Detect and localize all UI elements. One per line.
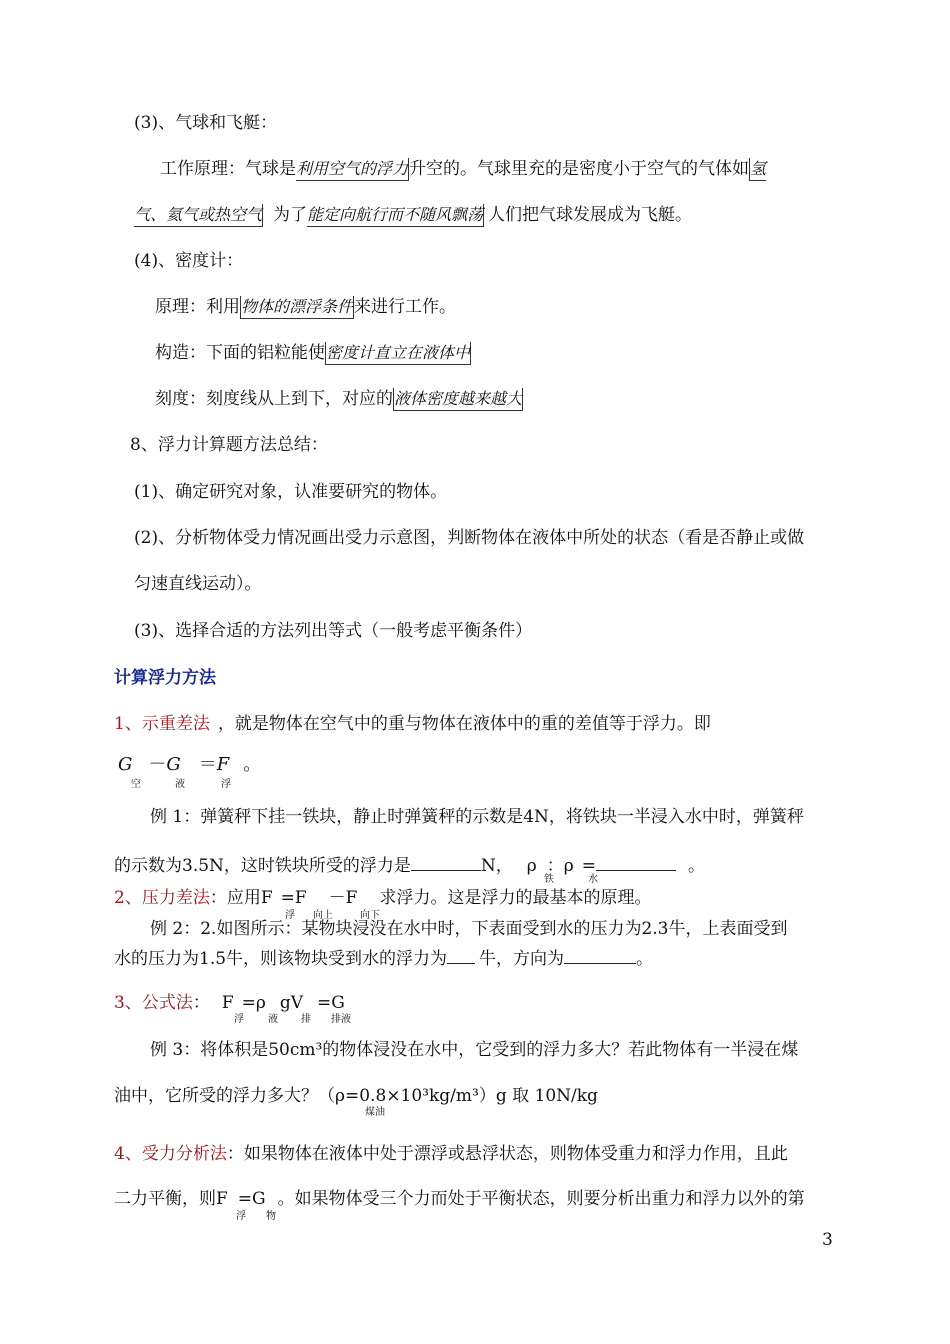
method2-line — [114, 887, 651, 909]
example1-colon: ： — [546, 856, 564, 876]
example2-line-b — [114, 945, 653, 970]
hydrometer-scale — [155, 388, 523, 411]
hydrometer-principle-suffix: 来进行工作。 — [354, 297, 457, 317]
balloon-principle-middle: 升空的。气球里充的是密度小于空气的气体如 — [409, 159, 750, 179]
answer-blank-gases: 气、氦气或热空气 — [134, 204, 263, 227]
answer-blank-direction — [564, 945, 636, 964]
hydrometer-structure-prefix: 构造：下面的铝粒能使 — [155, 343, 325, 363]
balloon-airship-suffix: 人们把气球发展成为飞艇。 — [488, 205, 693, 225]
method3-f: F — [221, 993, 234, 1013]
summary-step-3: (3)、选择合适的方法列出等式（一般考虑平衡条件） — [134, 621, 533, 641]
balloon-heading: (3)、气球和飞艇： — [134, 113, 278, 133]
example3-value: =0.8×10³kg/m³）g 取 10N/kg — [345, 1086, 598, 1106]
example1-unit: N， — [480, 856, 513, 876]
page-number: 3 — [822, 1230, 833, 1250]
method3-g: =G — [317, 993, 345, 1013]
example1-equals: = — [581, 856, 597, 876]
method4-line-a — [114, 1143, 788, 1165]
example2-end: 。 — [636, 949, 654, 969]
sub-up: 向上 — [313, 910, 333, 921]
example1-line-b — [114, 852, 705, 877]
formula-end: 。 — [243, 754, 262, 775]
hydrometer-heading: (4)、密度计： — [134, 251, 244, 271]
sub-pai: 排 — [301, 1014, 311, 1025]
balloon-principle-prefix: 工作原理：气球是 — [160, 159, 296, 179]
answer-blank-airship-reason: 能定向航行而不随风飘荡 — [307, 204, 484, 227]
answer-blank-gas-start: 氢 — [749, 158, 766, 181]
sub-ye-3: 液 — [268, 1014, 278, 1025]
method2-text-a: ：应用F — [209, 888, 273, 908]
method3-rho: =ρ — [241, 993, 266, 1013]
example2-line-a: 例 2：2.如图所示：某物块浸没在水中时，下表面受到水的压力为2.3牛，上表面受到 — [150, 919, 788, 939]
summary-step-1: (1)、确定研究对象，认准要研究的物体。 — [134, 482, 448, 502]
example1-rho-water: ρ — [563, 856, 574, 876]
sub-fu-3: 浮 — [234, 1014, 244, 1025]
method4-prefix: 二力平衡，则F — [114, 1189, 228, 1209]
sub-kong: 空 — [131, 779, 141, 790]
formula-g-air: G — [118, 754, 133, 775]
answer-blank-ratio — [596, 852, 676, 871]
section-title: 计算浮力方法 — [114, 668, 216, 688]
method4-text-a: ：如果物体在液体中处于漂浮或悬浮状态，则物体受重力和浮力作用，且此 — [226, 1144, 788, 1164]
method1-text: ，就是物体在空气中的重与物体在液体中的重的差值等于浮力。即 — [217, 714, 711, 734]
method2-text-c: －F — [328, 888, 358, 908]
sub-fu-4: 浮 — [236, 1211, 246, 1222]
sub-fu: 浮 — [221, 779, 231, 790]
formula-f-buoyancy: F — [216, 754, 230, 775]
method2-text-d: 求浮力。这是浮力的最基本的原理。 — [379, 888, 652, 908]
answer-blank-buoyancy-2 — [447, 945, 475, 964]
example2-mid: 牛，方向为 — [479, 949, 565, 969]
example3-line-a: 例 3：将体积是50cm³的物体浸没在水中，它受到的浮力多大？若此物体有一半浸在煤 — [150, 1040, 799, 1060]
example3-prefix: 油中，它所受的浮力多大？（ — [114, 1086, 335, 1106]
answer-blank-floating-force: 利用空气的浮力 — [296, 158, 409, 181]
sub-wu: 物 — [266, 1211, 276, 1222]
method1-line — [114, 713, 711, 735]
hydrometer-scale-prefix: 刻度：刻度线从上到下，对应的 — [155, 389, 393, 409]
summary-heading: 8、浮力计算题方法总结： — [130, 435, 328, 455]
hydrometer-principle-prefix: 原理：利用 — [155, 297, 240, 317]
formula-minus: － — [148, 754, 167, 775]
method1-label: 1、示重差法 — [114, 714, 210, 734]
example1-end: 。 — [688, 856, 706, 876]
method4-mid: =G — [237, 1189, 266, 1209]
balloon-principle-line-2 — [134, 204, 692, 227]
sub-meiyou: 煤油 — [365, 1107, 385, 1118]
method2-text-b: =F — [280, 888, 307, 908]
answer-blank-density: 液体密度越来越大 — [393, 388, 523, 411]
hydrometer-structure — [155, 342, 471, 365]
answer-blank-buoyancy — [411, 852, 481, 871]
formula-g-liquid: G — [166, 754, 181, 775]
example1-rho-iron: ρ — [526, 856, 537, 876]
method4-line-b — [114, 1188, 805, 1210]
balloon-principle-line — [160, 158, 766, 181]
hydrometer-principle — [155, 296, 456, 319]
example1-prefix: 的示数为3.5N，这时铁块所受的浮力是 — [114, 856, 411, 876]
method1-formula — [118, 754, 261, 776]
method4-label: 4、受力分析法 — [114, 1144, 227, 1164]
summary-step-2b: 匀速直线运动）。 — [134, 574, 262, 594]
example3-rho: ρ — [335, 1086, 345, 1106]
formula-equals: ＝ — [198, 754, 217, 775]
sub-fu-2: 浮 — [285, 910, 295, 921]
sub-down: 向下 — [360, 910, 380, 921]
method3-gv: gV — [279, 993, 304, 1013]
balloon-airship-middle: 为了 — [273, 205, 308, 225]
method2-label: 2、压力差法 — [114, 888, 210, 908]
method4-suffix: 。如果物体受三个力而处于平衡状态，则要分析出重力和浮力以外的第 — [277, 1189, 805, 1209]
sub-ye: 液 — [175, 779, 185, 790]
summary-step-2a: (2)、分析物体受力情况画出受力示意图，判断物体在液体中所处的状态（看是否静止或做 — [134, 528, 805, 548]
example3-line-b — [114, 1085, 598, 1107]
example1-line-a: 例 1：弹簧秤下挂一铁块，静止时弹簧秤的示数是4N，将铁块一半浸入水中时，弹簧秤 — [150, 807, 804, 827]
sub-paiye: 排液 — [331, 1014, 351, 1025]
answer-blank-upright: 密度计直立在液体中 — [325, 342, 471, 365]
sub-tie: 铁 — [544, 874, 554, 885]
method3-colon: ： — [192, 993, 210, 1013]
sub-shui: 水 — [588, 874, 598, 885]
method3-label: 3、公式法 — [114, 993, 193, 1013]
answer-blank-floating-condition: 物体的漂浮条件 — [240, 296, 354, 319]
example2-prefix: 水的压力为1.5牛，则该物块受到水的浮力为 — [114, 949, 448, 969]
